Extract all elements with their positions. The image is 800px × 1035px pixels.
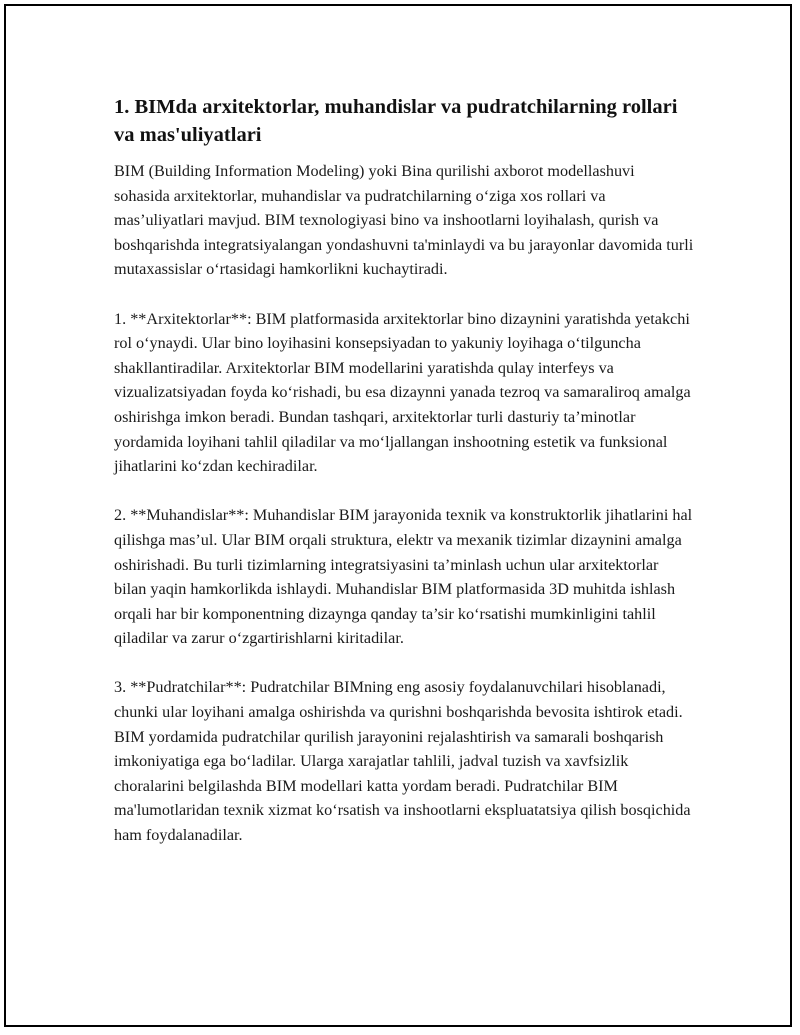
contractors-paragraph: 3. **Pudratchilar**: Pudratchilar BIMning eng asosiy foydalanuvchilari hisoblanadi, chunki ular loyihani amalga oshirishda va qurishni boshqarishda bevosita ishtirok etadi. BIM yordamida pudratchilar qurilish jarayonini rejalashtirish va samarali boshqarish imkoniyatiga ega bo‘ladilar. Ularga xarajatlar tahlili, jadval tuzish va xavfsizlik choralarini belgilashda BIM modellari katta yordam beradi. Pudratchilar BIM ma'lumotlaridan texnik xizmat ko‘rsatish va inshootlarni ekspluatatsiya qilish bosqichida ham foydalanadilar. <box>114 678 691 845</box>
intro-paragraph: BIM (Building Information Modeling) yoki Bina qurilishi axborot modellashuvi sohasida arxitektorlar, muhandislar va pudratchilarning o‘ziga xos rollari va mas’uliyatlari mavjud. BIM texnologiyasi bino va inshootlarni loyihalash, qurish va boshqarishda integratsiyalangan yondashuvni ta'minlaydi va bu jarayonlar davomida turli mutaxassislar o‘rtasidagi hamkorlikni kuchaytiradi. <box>114 162 694 279</box>
engineers-paragraph: 2. **Muhandislar**: Muhandislar BIM jarayonida texnik va konstruktorlik jihatlarini hal qilishga mas’ul. Ular BIM orqali struktura, elektr va mexanik tizimlar dizaynini amalga oshirishadi. Bu turli tizimlarning integratsiyasini ta’minlash uchun ular arxitektorlar bilan yaqin hamkorlikda ishlaydi. Muhandislar BIM platformasida 3D muhitda ishlash orqali har bir komponentning dizaynga qanday ta’sir ko‘rsatishi mumkinligini tahlil qiladilar va zarur o‘zgartirishlarni kiritadilar. <box>114 506 693 648</box>
document-body <box>114 93 694 872</box>
document-title: 1. BIMda arxitektorlar, muhandislar va pudratchilarning rollari va mas'uliyatlari <box>114 96 678 146</box>
architects-paragraph: 1. **Arxitektorlar**: BIM platformasida arxitektorlar bino dizaynini yaratishda yetakchi rol o‘ynaydi. Ular bino loyihasini konsepsiyadan to yakuniy loyihaga o‘tilguncha shakllantiradilar. Arxitektorlar BIM modellarini yaratishda qulay interfeys va vizualizatsiyadan foyda ko‘rishadi, bu esa dizaynni yanada tezroq va samaraliroq amalga oshirishga imkon beradi. Bundan tashqari, arxitektorlar turli dasturiy ta’minotlar yordamida loyihani tahlil qiladilar va mo‘ljallangan inshootning estetik va funksional jihatlarini ko‘zdan kechiradilar. <box>114 309 691 476</box>
